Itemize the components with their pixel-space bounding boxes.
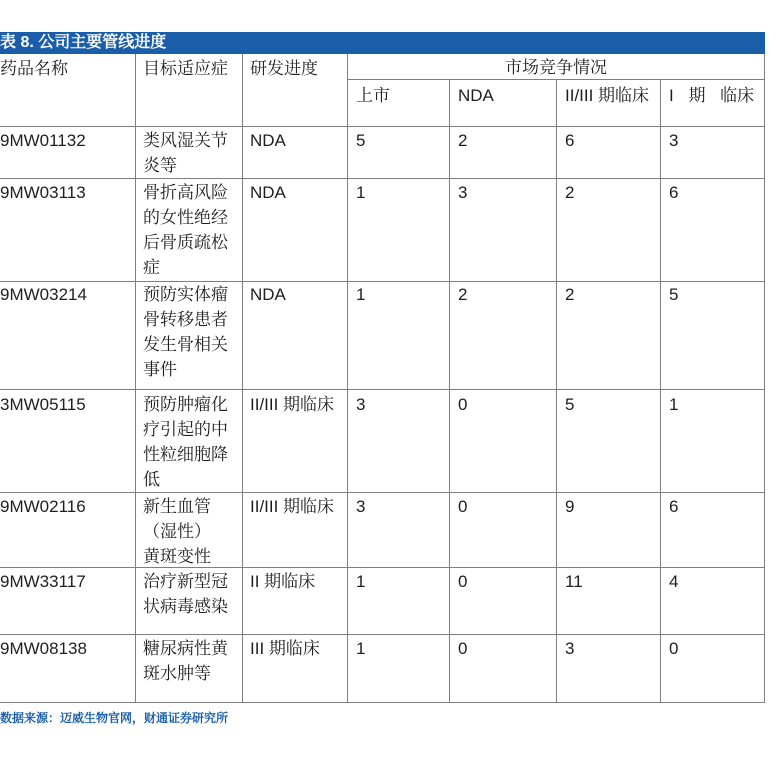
header-stage: 研发进度 — [243, 54, 348, 127]
indication-line: 低 — [143, 470, 160, 489]
cell-nda-count: 0 — [450, 568, 557, 635]
header-market-competition: 市场竞争情况 — [348, 54, 765, 80]
indication-line: 骨折高风险 — [143, 183, 228, 202]
cell-drug-name: 9MW01132 — [0, 127, 136, 179]
indication-line: 事件 — [143, 360, 177, 379]
cell-launched-count: 5 — [348, 127, 450, 179]
indication-line: （湿性） — [143, 522, 211, 541]
table-row — [0, 127, 765, 179]
cell-indication — [136, 127, 243, 179]
cell-stage: II/III 期临床 — [243, 390, 348, 493]
cell-launched-count: 3 — [348, 493, 450, 568]
indication-line: 的女性绝经 — [143, 208, 228, 227]
cell-drug-name: 3MW05115 — [0, 390, 136, 493]
header-phase-1: I 期 临床 — [661, 80, 765, 127]
cell-stage: NDA — [243, 179, 348, 282]
cell-stage: NDA — [243, 127, 348, 179]
cell-phase-1-count: 4 — [661, 568, 765, 635]
cell-drug-name: 9MW08138 — [0, 635, 136, 703]
data-source-note: 数据来源：迈威生物官网，财通证券研究所 — [0, 711, 229, 725]
cell-drug-name: 9MW03113 — [0, 179, 136, 282]
cell-indication — [136, 493, 243, 568]
cell-stage: II 期临床 — [243, 568, 348, 635]
cell-phase-2-3-count: 11 — [557, 568, 661, 635]
cell-phase-2-3-count: 5 — [557, 390, 661, 493]
cell-phase-1-count: 0 — [661, 635, 765, 703]
table-row — [0, 635, 765, 703]
table-row — [0, 568, 765, 635]
table-header — [0, 54, 765, 127]
table-row — [0, 390, 765, 493]
cell-launched-count: 1 — [348, 282, 450, 390]
cell-drug-name: 9MW02116 — [0, 493, 136, 568]
table-row — [0, 493, 765, 568]
cell-launched-count: 1 — [348, 635, 450, 703]
cell-drug-name: 9MW33117 — [0, 568, 136, 635]
indication-line: 骨转移患者 — [143, 310, 228, 329]
cell-nda-count: 0 — [450, 635, 557, 703]
cell-indication — [136, 390, 243, 493]
table-row — [0, 282, 765, 390]
indication-line: 糖尿病性黄 — [143, 639, 228, 658]
indication-line: 状病毒感染 — [143, 597, 228, 616]
cell-indication — [136, 568, 243, 635]
cell-phase-2-3-count: 2 — [557, 179, 661, 282]
cell-nda-count: 2 — [450, 282, 557, 390]
indication-line: 治疗新型冠 — [143, 572, 228, 591]
indication-line: 性粒细胞降 — [143, 445, 228, 464]
cell-phase-2-3-count: 3 — [557, 635, 661, 703]
header-phase-2-3: II/III 期临床 — [557, 80, 661, 127]
header-drug-name: 药品名称 — [0, 54, 136, 127]
cell-stage: III 期临床 — [243, 635, 348, 703]
cell-phase-1-count: 3 — [661, 127, 765, 179]
header-nda: NDA — [450, 80, 557, 127]
cell-nda-count: 3 — [450, 179, 557, 282]
indication-line: 炎等 — [143, 156, 177, 175]
cell-launched-count: 1 — [348, 568, 450, 635]
indication-line: 后骨质疏松 — [143, 233, 228, 252]
indication-line: 斑水肿等 — [143, 664, 211, 683]
cell-phase-1-count: 5 — [661, 282, 765, 390]
cell-nda-count: 0 — [450, 493, 557, 568]
indication-line: 预防肿瘤化 — [143, 395, 228, 414]
cell-launched-count: 3 — [348, 390, 450, 493]
header-indication: 目标适应症 — [136, 54, 243, 127]
indication-line: 新生血管 — [143, 497, 211, 516]
cell-nda-count: 2 — [450, 127, 557, 179]
indication-line: 发生骨相关 — [143, 335, 228, 354]
indication-line: 预防实体瘤 — [143, 285, 228, 304]
table-row — [0, 179, 765, 282]
cell-indication — [136, 179, 243, 282]
cell-phase-2-3-count: 9 — [557, 493, 661, 568]
table-title: 表 8. 公司主要管线进度 — [0, 34, 167, 51]
indication-line: 类风湿关节 — [143, 131, 228, 150]
table-title-bar — [0, 32, 765, 54]
cell-indication — [136, 635, 243, 703]
header-launched: 上市 — [348, 80, 450, 127]
indication-line: 症 — [143, 258, 160, 277]
cell-drug-name: 9MW03214 — [0, 282, 136, 390]
indication-line: 疗引起的中 — [143, 420, 228, 439]
cell-launched-count: 1 — [348, 179, 450, 282]
cell-phase-1-count: 1 — [661, 390, 765, 493]
cell-stage: NDA — [243, 282, 348, 390]
cell-phase-1-count: 6 — [661, 493, 765, 568]
cell-phase-2-3-count: 6 — [557, 127, 661, 179]
cell-nda-count: 0 — [450, 390, 557, 493]
cell-indication — [136, 282, 243, 390]
indication-line: 黄斑变性 — [143, 547, 211, 566]
cell-phase-1-count: 6 — [661, 179, 765, 282]
cell-phase-2-3-count: 2 — [557, 282, 661, 390]
cell-stage: II/III 期临床 — [243, 493, 348, 568]
